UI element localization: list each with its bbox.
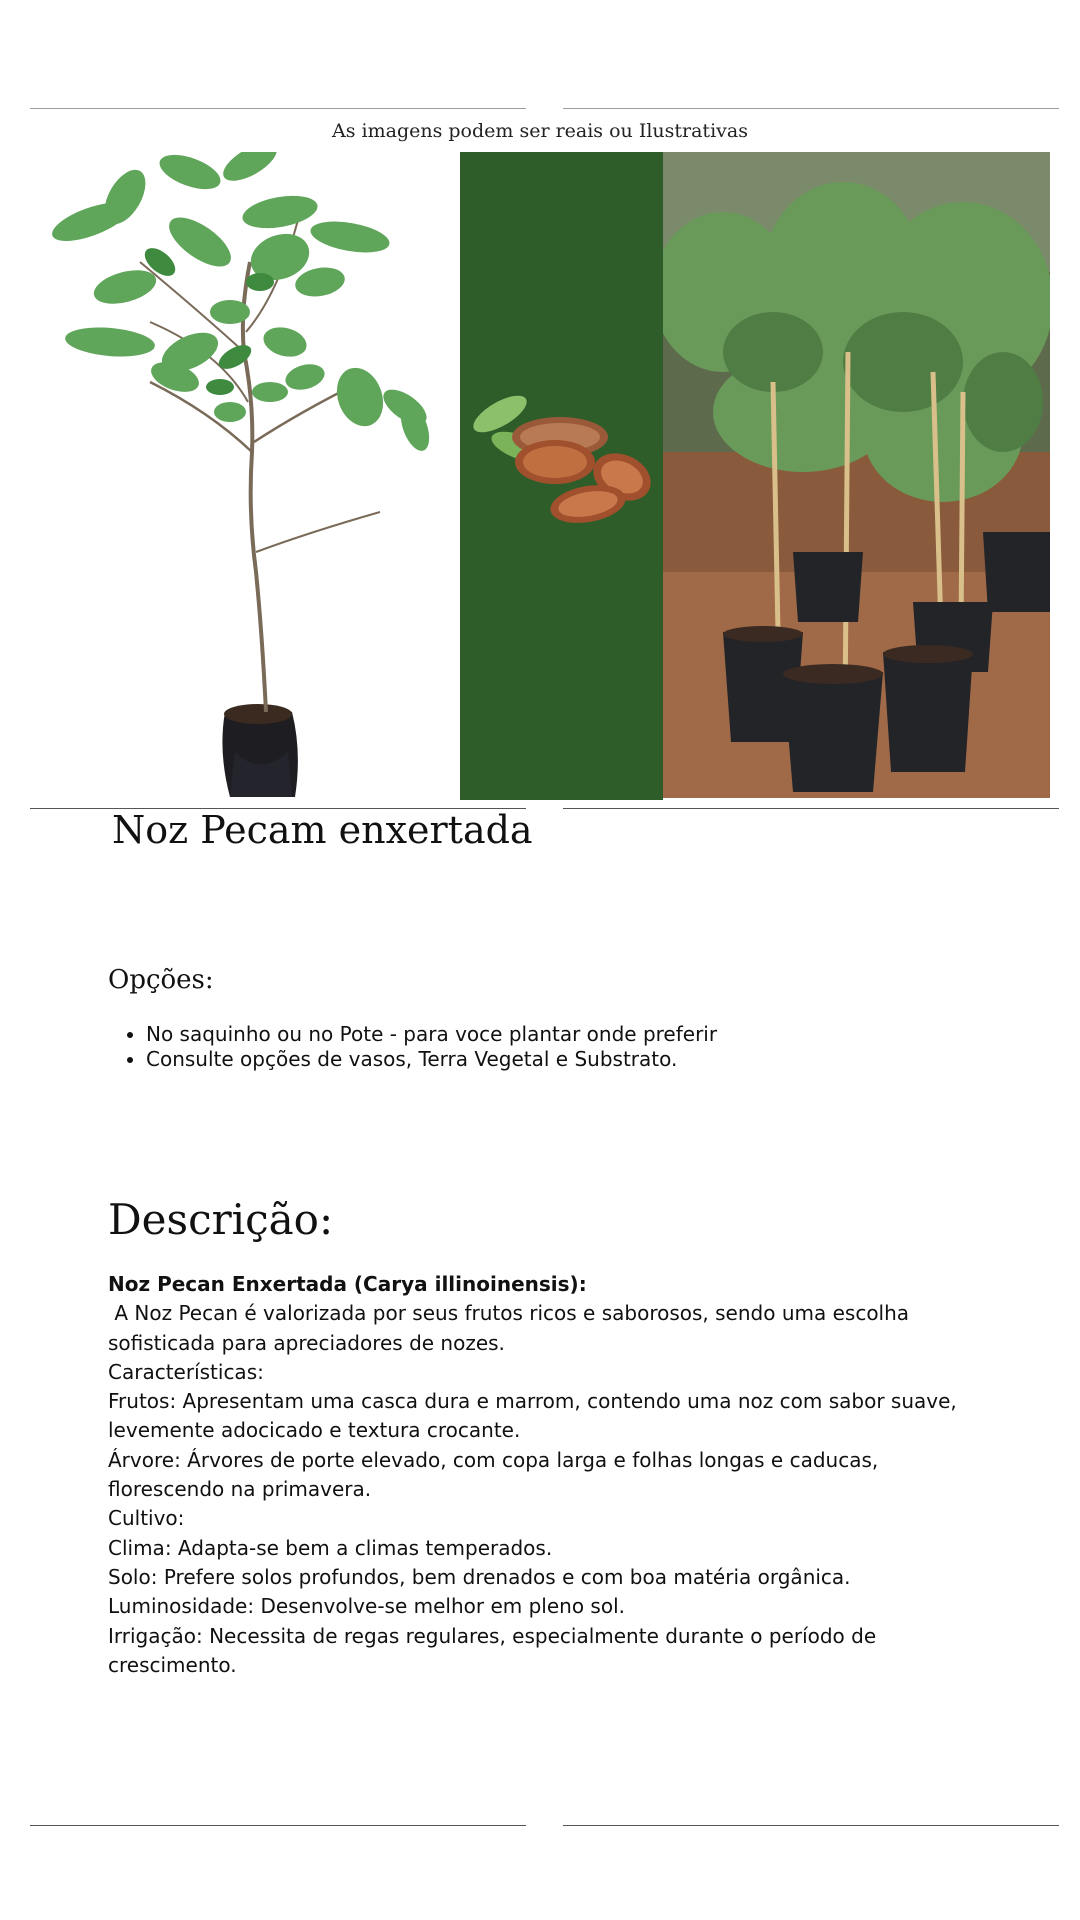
gallery-image-nursery[interactable]	[663, 152, 1050, 798]
divider-mid-right	[563, 808, 1059, 809]
divider-bottom-right	[563, 1825, 1059, 1826]
pecan-nuts-image	[460, 152, 663, 800]
product-title: Noz Pecam enxertada	[112, 808, 533, 852]
option-item: • Consulte opções de vasos, Terra Vegetal e Substrato.	[146, 1047, 717, 1072]
description-line: Solo: Prefere solos profundos, bem drenados e com boa matéria orgânica.	[108, 1564, 851, 1589]
description-line: Cultivo:	[108, 1506, 185, 1531]
description-line: A Noz Pecan é valorizada por seus frutos ricos e saborosos, sendo uma escolha sofisticada para apreciadores de nozes.	[108, 1301, 916, 1355]
gallery-image-seedling[interactable]	[30, 152, 460, 802]
divider-top-right	[563, 108, 1059, 109]
description-line: Características:	[108, 1359, 264, 1384]
description-line: Árvore: Árvores de porte elevado, com copa larga e folhas longas e caducas, florescendo na primavera.	[108, 1447, 879, 1502]
gallery-image-pecans[interactable]	[460, 152, 663, 800]
image-gallery	[30, 152, 1050, 802]
options-heading: Opções:	[108, 965, 214, 995]
divider-bottom-left	[30, 1825, 526, 1826]
description-body	[108, 1270, 988, 1680]
description-line: Clima: Adapta-se bem a climas temperados.	[108, 1535, 553, 1560]
description-lead: Noz Pecan Enxertada (Carya illinoinensis):	[108, 1272, 587, 1296]
image-caption: As imagens podem ser reais ou Ilustrativas	[332, 120, 748, 142]
description-line: Luminosidade: Desenvolve-se melhor em pleno sol.	[108, 1594, 625, 1619]
description-line: Frutos: Apresentam uma casca dura e marrom, contendo uma noz com sabor suave, levemente adocicado e textura crocante.	[108, 1389, 957, 1443]
nursery-pots-image	[663, 152, 1050, 798]
option-item: • No saquinho ou no Pote - para voce plantar onde preferir	[146, 1022, 717, 1047]
description-line: Irrigação: Necessita de regas regulares, especialmente durante o período de crescimento.	[108, 1623, 877, 1677]
seedling-image	[30, 152, 460, 802]
options-list	[108, 1022, 717, 1072]
description-heading: Descrição:	[108, 1195, 334, 1244]
divider-top-left	[30, 108, 526, 109]
